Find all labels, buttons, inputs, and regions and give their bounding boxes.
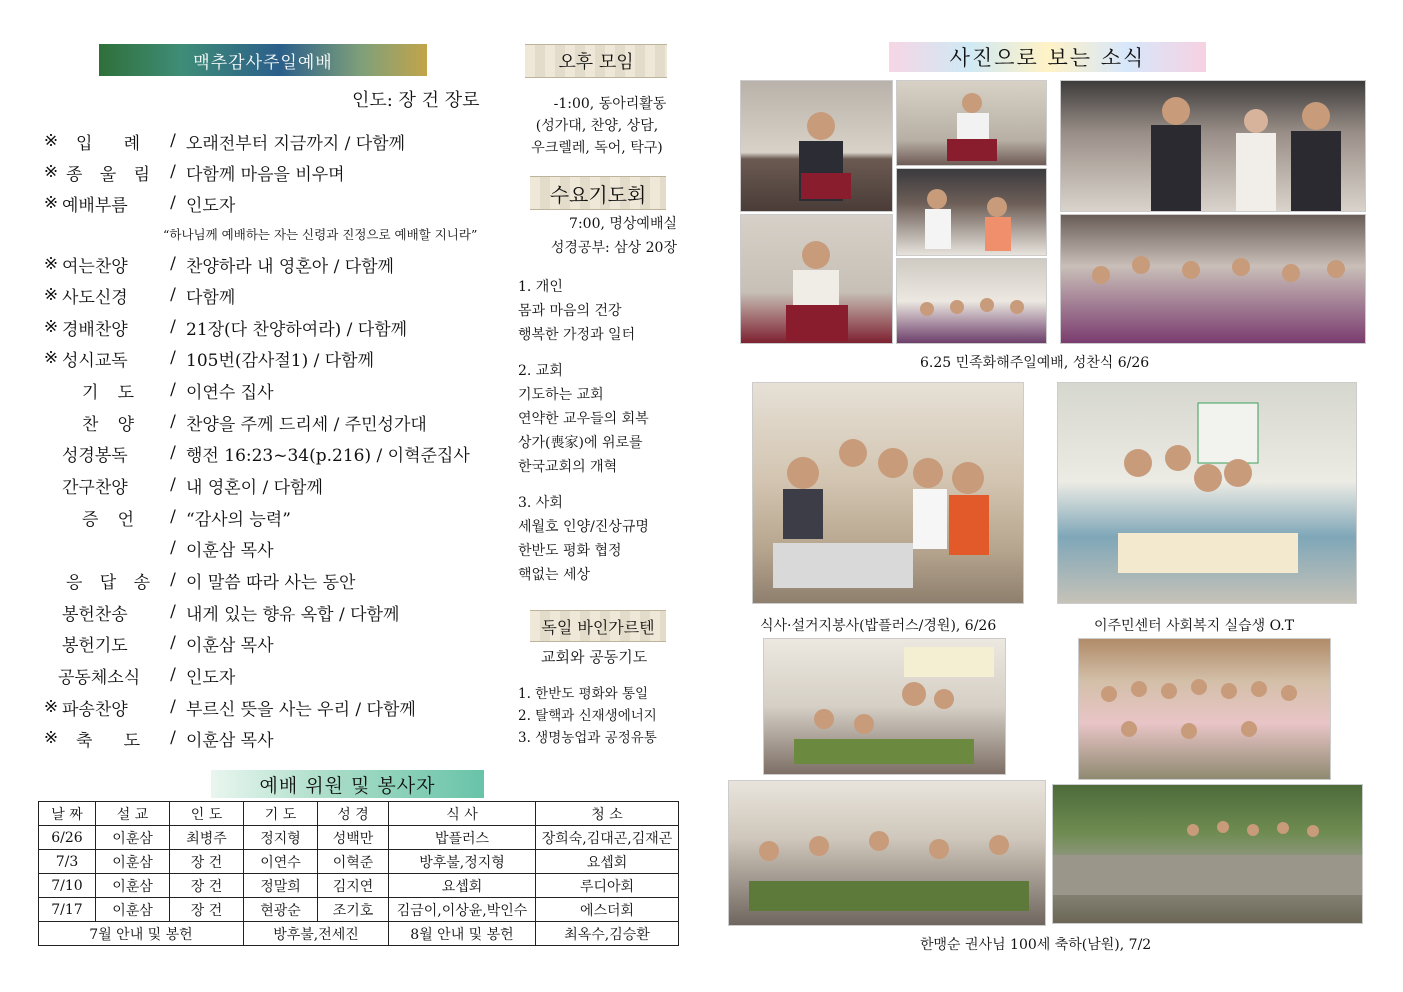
photo-figure-icon	[1053, 785, 1362, 923]
photo-figure-icon	[1061, 215, 1365, 343]
order-row: ※ 입 례 / 오래전부터 지금까지 / 다함께	[43, 131, 406, 154]
photo-birthday-party	[763, 638, 1006, 775]
order-row: 간구찬양 / 내 영혼이 / 다함께	[62, 475, 323, 498]
order-row: ※ 축 도 / 이훈삼 목사	[43, 728, 274, 751]
table-row: 7/10 이훈삼 장 건 정말희 김지연 요셉회 루디아회	[39, 874, 679, 898]
afternoon-details: -1:00, 동아리활동 (성가대, 찬양, 상담, 우크렐레, 독어, 탁구)	[531, 96, 667, 156]
order-row: 성경봉독 / 행전 16:23~34(p.216) / 이혁준집사	[62, 443, 470, 466]
prayer-list	[518, 275, 688, 587]
germany-title-banner	[530, 610, 666, 642]
table-header: 인 도	[170, 802, 244, 826]
photo-caption: 식사·설거지봉사(밥플러스/경원), 6/26	[760, 618, 997, 634]
photo-stone-bridge	[1052, 784, 1363, 924]
worship-title-banner	[99, 44, 427, 76]
order-row: ※ 종 울 림 / 다함께 마음을 비우며	[43, 162, 345, 185]
order-row: 봉헌기도 / 이훈삼 목사	[62, 633, 274, 656]
prayer-item: 한반도 평화 협정	[518, 543, 622, 559]
table-row: 6/26 이훈삼 최병주 정지형 성백만 밥플러스 장희숙,김대곤,김재곤	[39, 826, 679, 850]
germany-title: 독일 바인가르텐	[541, 617, 655, 637]
photo-kitchen-volunteers	[752, 382, 1024, 604]
order-row: 봉헌찬송 / 내게 있는 향유 옥합 / 다함께	[62, 602, 400, 625]
prayer-heading: 3. 사회	[518, 495, 563, 511]
table-header: 기 도	[244, 802, 318, 826]
photo-members-seated	[896, 168, 1047, 256]
photo-caption: 한맹순 권사님 100세 축하(남원), 7/2	[920, 937, 1152, 953]
order-row: ※ 경배찬양 / 21장(다 찬양하여라) / 다함께	[43, 317, 408, 340]
prayer-heading: 1. 개인	[518, 279, 563, 295]
order-row: 기 도 / 이연수 집사	[82, 380, 274, 403]
photo-figure-icon	[1061, 81, 1365, 211]
photo-figure-icon	[1079, 639, 1330, 779]
photo-congregation	[1060, 214, 1366, 344]
order-row: 증 언 / “감사의 능력”	[82, 507, 291, 530]
worship-leader: 인도: 장 건 장로	[352, 90, 480, 111]
afternoon-title: 오후 모임	[558, 52, 634, 73]
staff-title: 예배 위원 및 봉사자	[259, 774, 436, 797]
prayer-item: 행복한 가정과 일터	[518, 327, 636, 343]
table-row: 7/3 이훈삼 장 건 이연수 이혁준 방후불,정지형 요셉회	[39, 850, 679, 874]
photo-group-outdoor	[1078, 638, 1331, 780]
photo-reading	[896, 80, 1047, 166]
photos-title-banner	[889, 42, 1206, 72]
prayer-item: 연약한 교우들의 회복	[518, 411, 649, 427]
prayer-item: 한국교회의 개혁	[518, 459, 618, 475]
order-row: ※ 성시교독 / 105번(감사절1) / 다함께	[43, 348, 375, 371]
photo-figure-icon	[897, 81, 1046, 165]
table-header: 날 짜	[39, 802, 96, 826]
photo-figure-icon	[741, 215, 892, 343]
photo-figure-icon	[897, 259, 1046, 343]
order-row: ※ 예배부름 / 인도자	[43, 193, 236, 216]
photo-choir	[896, 258, 1047, 344]
order-row: 찬 양 / 찬양을 주께 드리세 / 주민성가대	[82, 412, 427, 435]
photo-caption: 6.25 민족화해주일예배, 성찬식 6/26	[920, 355, 1150, 371]
table-footer-row: 7월 안내 및 봉헌 방후불,전세진 8월 안내 및 봉헌 최옥수,김승환	[39, 922, 679, 946]
table-header: 식 사	[389, 802, 536, 826]
table-row: 7/17 이훈삼 장 건 현광순 조기호 김금이,이상윤,박인수 에스더회	[39, 898, 679, 922]
photo-social-work-ot	[1057, 382, 1357, 604]
photo-caption: 이주민센터 사회복지 실습생 O.T	[1094, 618, 1295, 634]
table-header: 설 교	[96, 802, 170, 826]
photo-woman-pulpit	[740, 214, 893, 344]
order-row: ※ 파송찬양 / 부르신 뜻을 사는 우리 / 다함께	[43, 697, 416, 720]
worship-quote: “하나님께 예배하는 자는 신령과 진정으로 예배할 지니라”	[163, 227, 478, 242]
prayer-item: 핵없는 세상	[518, 567, 591, 583]
photo-figure-icon	[729, 781, 1045, 925]
staff-table	[38, 801, 679, 946]
germany-item: 3. 생명농업과 공정유통	[518, 730, 657, 746]
germany-list	[518, 683, 657, 749]
afternoon-title-banner	[525, 44, 667, 78]
photos-title: 사진으로 보는 소식	[949, 46, 1146, 70]
germany-item: 1. 한반도 평화와 통일	[518, 686, 649, 702]
photo-birthday-dining	[728, 780, 1046, 926]
table-header-row	[39, 802, 679, 826]
photo-communion-serving	[1060, 80, 1366, 212]
prayer-heading: 2. 교회	[518, 363, 563, 379]
table-header: 성 경	[318, 802, 389, 826]
prayer-item: 몸과 마음의 건강	[518, 303, 622, 319]
order-row: ※ 사도신경 / 다함께	[43, 285, 236, 308]
order-row: 응 답 송 / 이 말씀 따라 사는 동안	[66, 570, 356, 593]
photo-figure-icon	[764, 639, 1005, 774]
photo-figure-icon	[741, 81, 892, 211]
worship-title: 맥추감사주일예배	[193, 52, 333, 73]
wednesday-title: 수요기도회	[549, 182, 647, 207]
photo-figure-icon	[1058, 383, 1356, 603]
prayer-item: 상가(喪家)에 위로를	[518, 435, 643, 451]
photo-figure-icon	[897, 169, 1046, 255]
order-row: ※ 여는찬양 / 찬양하라 내 영혼아 / 다함께	[43, 254, 394, 277]
photo-figure-icon	[753, 383, 1023, 603]
prayer-item: 기도하는 교회	[518, 387, 604, 403]
wednesday-title-banner	[530, 176, 666, 210]
photo-pastor-pulpit	[740, 80, 893, 212]
prayer-item: 세월호 인양/진상규명	[518, 519, 649, 535]
order-row: 공동체소식 / 인도자	[58, 665, 236, 688]
wednesday-details: 7:00, 명상예배실 성경공부: 삼상 20장	[550, 216, 677, 256]
germany-item: 2. 탈핵과 신재생에너지	[518, 708, 657, 724]
staff-title-banner	[211, 770, 484, 798]
germany-subtitle: 교회와 공동기도	[541, 648, 648, 666]
table-header: 청 소	[536, 802, 679, 826]
order-row: / 이훈삼 목사	[170, 538, 274, 561]
